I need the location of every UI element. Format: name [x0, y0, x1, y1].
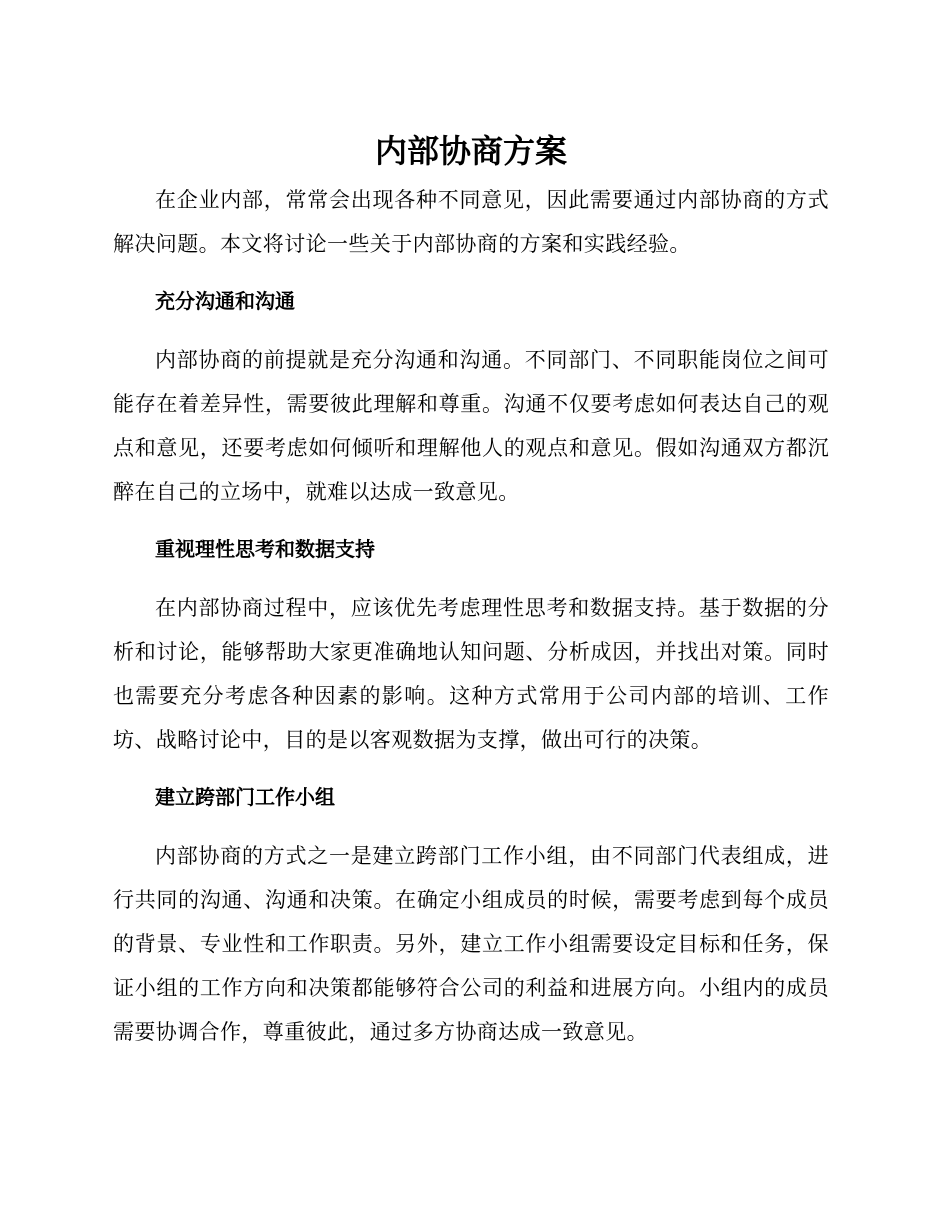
section-heading-rational-thinking: 重视理性思考和数据支持	[155, 537, 375, 561]
section-body-communication: 内部协商的前提就是充分沟通和沟通。不同部门、不同职能岗位之间可能存在着差异性，需要彼此理解和尊重。沟通不仅要考虑如何表达自己的观点和意见，还要考虑如何倾听和理解他人的观点和意见。假如沟通双方都沉醉在自己的立场中，就难以达成一致意见。	[113, 348, 829, 504]
section-body-cross-department-team: 内部协商的方式之一是建立跨部门工作小组，由不同部门代表组成，进行共同的沟通、沟通和决策。在确定小组成员的时候，需要考虑到每个成员的背景、专业性和工作职责。另外，建立工作小组需要设定目标和任务，保证小组的工作方向和决策都能够符合公司的利益和进展方向。小组内的成员需要协调合作，尊重彼此，通过多方协商达成一致意见。	[113, 844, 829, 1044]
section-heading-cross-department-team: 建立跨部门工作小组	[155, 785, 335, 809]
document-title: 内部协商方案	[374, 132, 567, 170]
section-heading-communication: 充分沟通和沟通	[155, 289, 295, 313]
document-page	[113, 124, 829, 1054]
intro-paragraph: 在企业内部，常常会出现各种不同意见，因此需要通过内部协商的方式解决问题。本文将讨论一些关于内部协商的方案和实践经验。	[113, 188, 829, 256]
section-body-rational-thinking: 在内部协商过程中，应该优先考虑理性思考和数据支持。基于数据的分析和讨论，能够帮助大家更准确地认知问题、分析成因，并找出对策。同时也需要充分考虑各种因素的影响。这种方式常用于公司内部的培训、工作坊、战略讨论中，目的是以客观数据为支撑，做出可行的决策。	[113, 596, 829, 752]
